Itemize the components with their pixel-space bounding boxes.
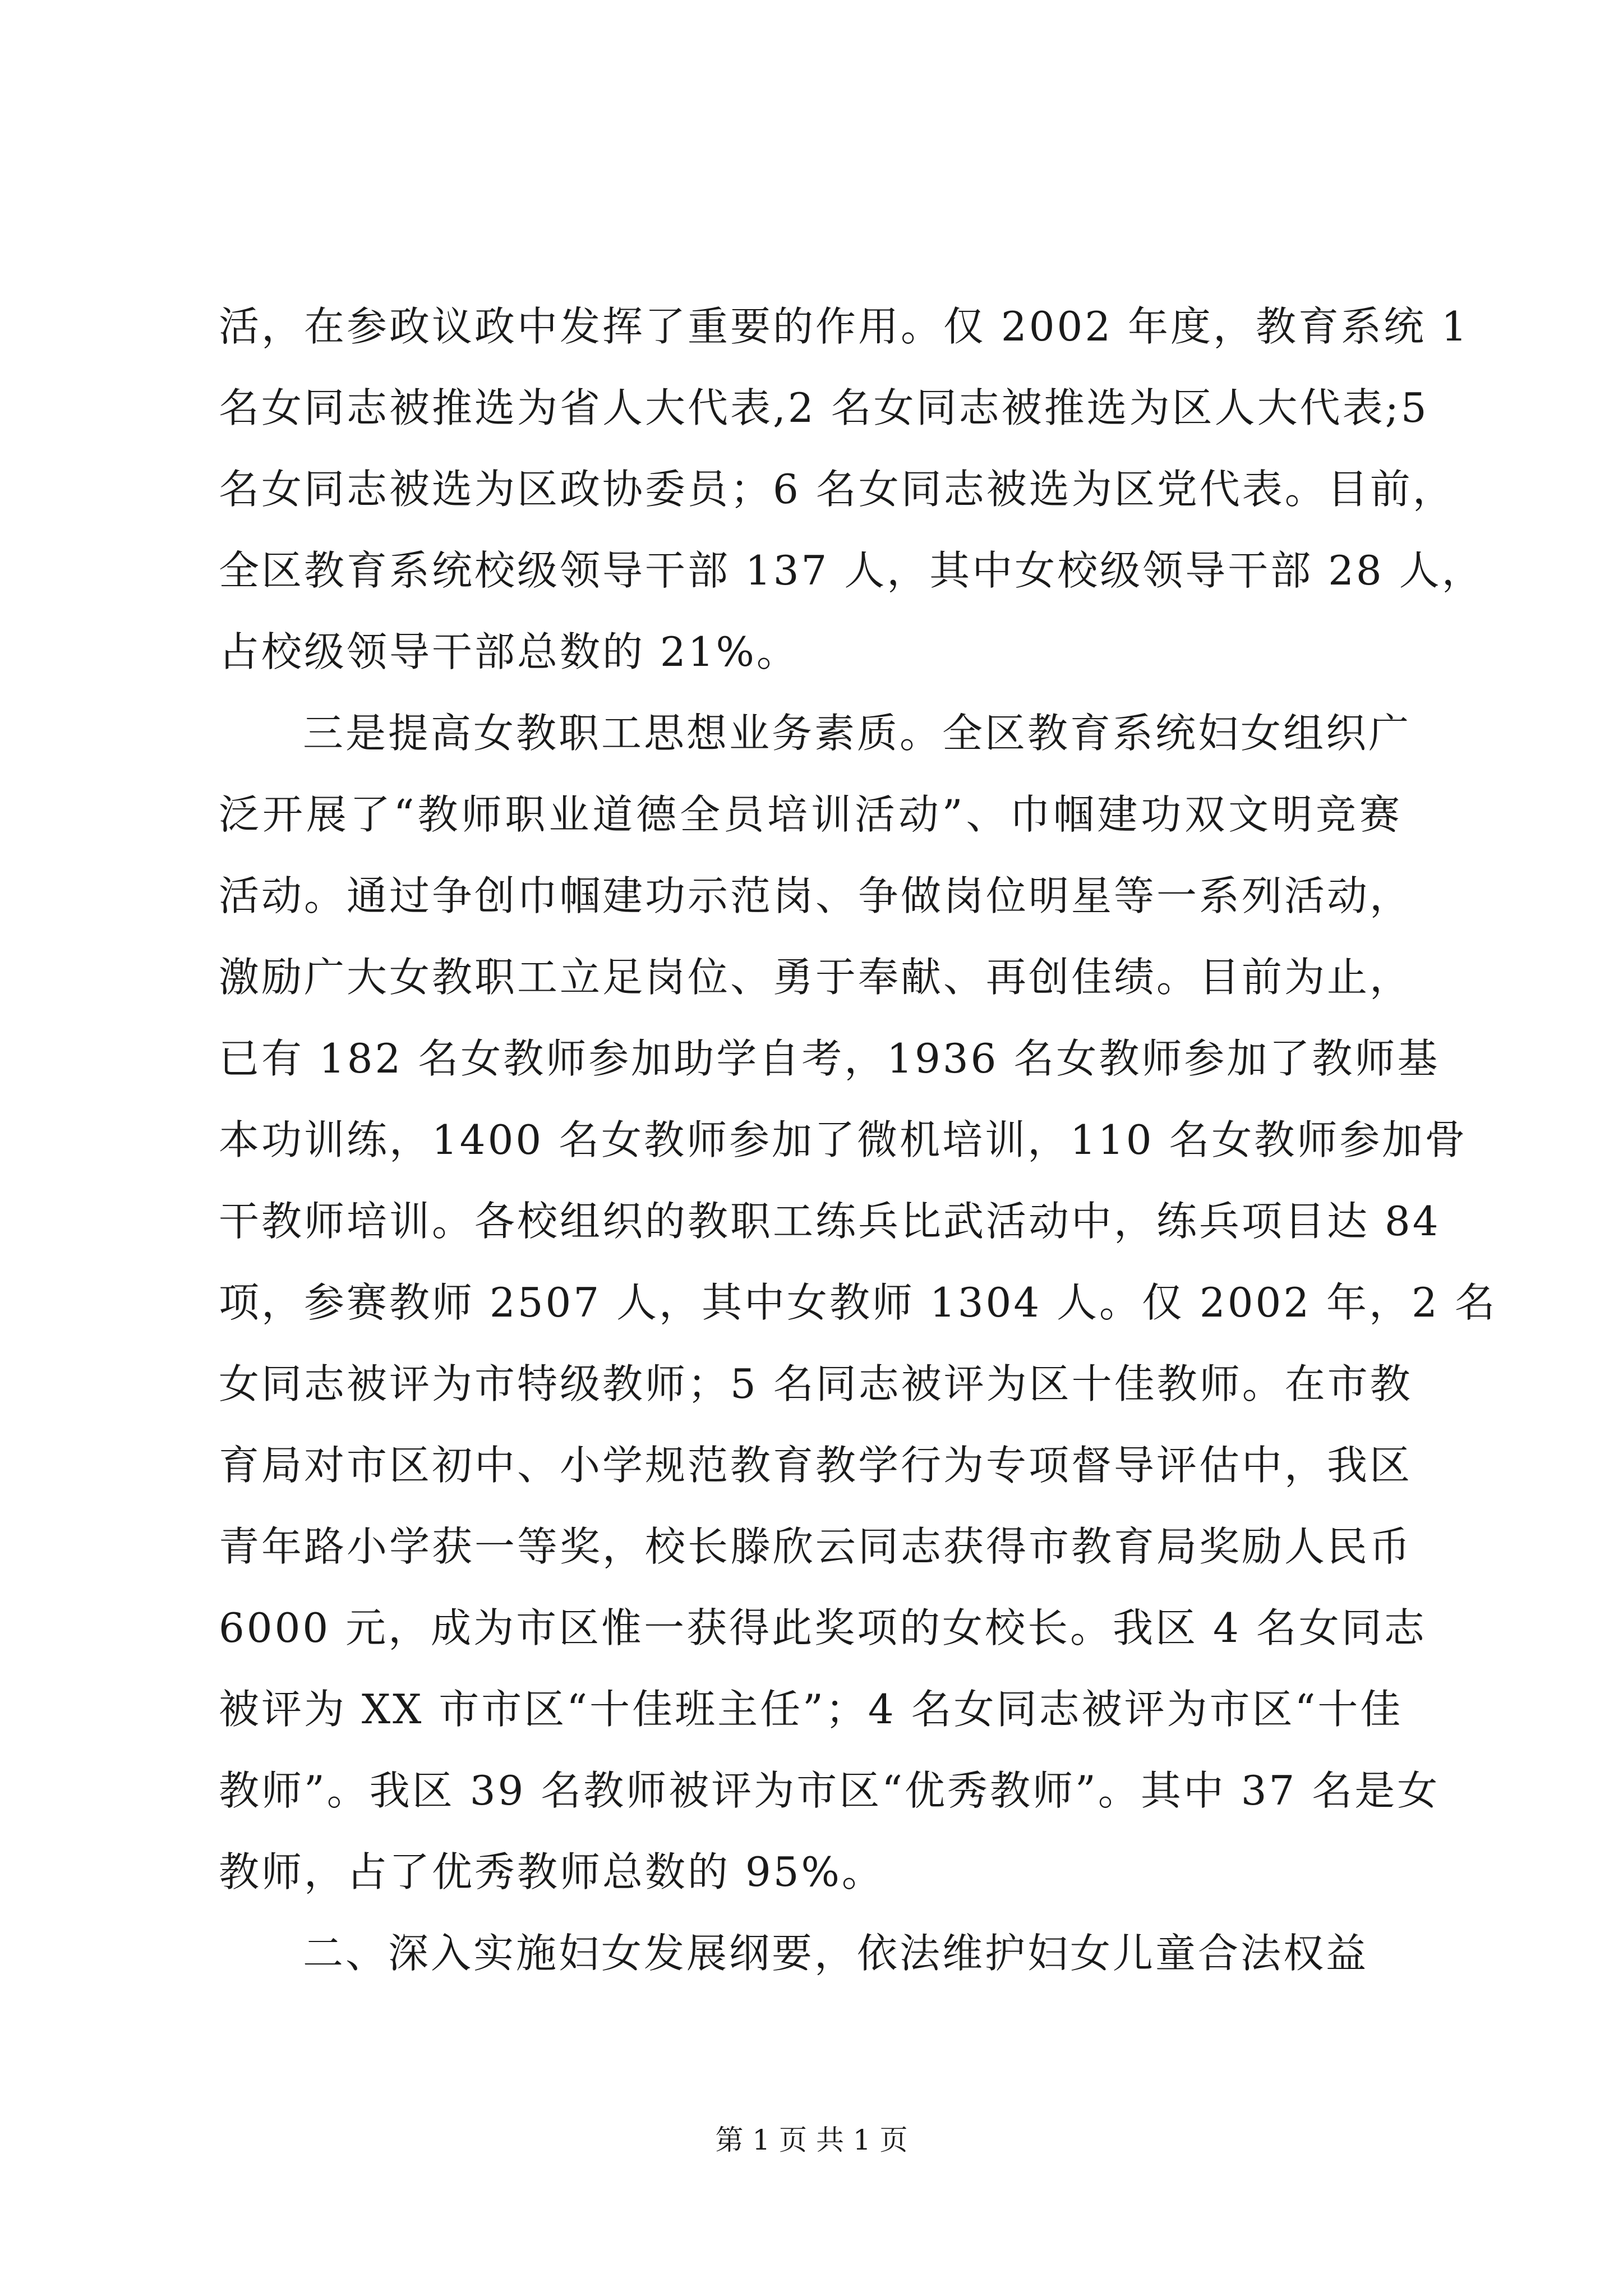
page-footer: 第 1 页 共 1 页: [715, 2124, 908, 2156]
paragraph-line: 名女同志被推选为省人大代表,2 名女同志被推选为区人大代表;5: [219, 384, 1429, 431]
paragraph-first-line: 三是提高女教职工思想业务素质。全区教育系统妇女组织广: [303, 710, 1412, 757]
paragraph-line: 女同志被评为市特级教师；5 名同志被评为区十佳教师。在市教: [219, 1360, 1413, 1407]
paragraph-line: 干教师培训。各校组织的教职工练兵比武活动中，练兵项目达 84: [219, 1198, 1441, 1245]
paragraph-line: 名女同志被选为区政协委员；6 名女同志被选为区党代表。目前，: [219, 466, 1455, 513]
paragraph-line: 教师，占了优秀教师总数的 95%。: [219, 1848, 884, 1895]
paragraph-line: 育局对市区初中、小学规范教育教学行为专项督导评估中，我区: [219, 1442, 1413, 1489]
paragraph-line: 泛开展了“教师职业道德全员培训活动”、巾帼建功双文明竞赛: [219, 791, 1402, 838]
paragraph-line: 青年路小学获一等奖，校长滕欣云同志获得市教育局奖励人民币: [219, 1523, 1413, 1570]
document-body: [219, 286, 1497, 1994]
paragraph-line: 已有 182 名女教师参加助学自考，1936 名女教师参加了教师基: [219, 1035, 1440, 1082]
paragraph-line: 教师”。我区 39 名教师被评为市区“优秀教师”。其中 37 名是女: [219, 1767, 1440, 1814]
paragraph-line: 占校级领导干部总数的 21%。: [219, 628, 799, 675]
section-heading: 二、深入实施妇女发展纲要，依法维护妇女儿童合法权益: [303, 1930, 1369, 1977]
paragraph-line: 激励广大女教职工立足岗位、勇于奉献、再创佳绩。目前为止，: [219, 954, 1413, 1001]
paragraph-line: 本功训练，1400 名女教师参加了微机培训，110 名女教师参加骨: [219, 1116, 1468, 1163]
paragraph-line: 被评为 XX 市市区“十佳班主任”；4 名女同志被评为市区“十佳: [219, 1686, 1403, 1733]
paragraph-line: 全区教育系统校级领导干部 137 人，其中女校级领导干部 28 人，: [219, 547, 1484, 594]
paragraph-line: 6000 元，成为市区惟一获得此奖项的女校长。我区 4 名女同志: [219, 1604, 1427, 1651]
paragraph-line: 活动。通过争创巾帼建功示范岗、争做岗位明星等一系列活动，: [219, 872, 1413, 919]
paragraph-line: 活，在参政议政中发挥了重要的作用。仅 2002 年度，教育系统 1: [219, 303, 1469, 350]
paragraph-line: 项，参赛教师 2507 人，其中女教师 1304 人。仅 2002 年，2 名: [219, 1279, 1497, 1326]
